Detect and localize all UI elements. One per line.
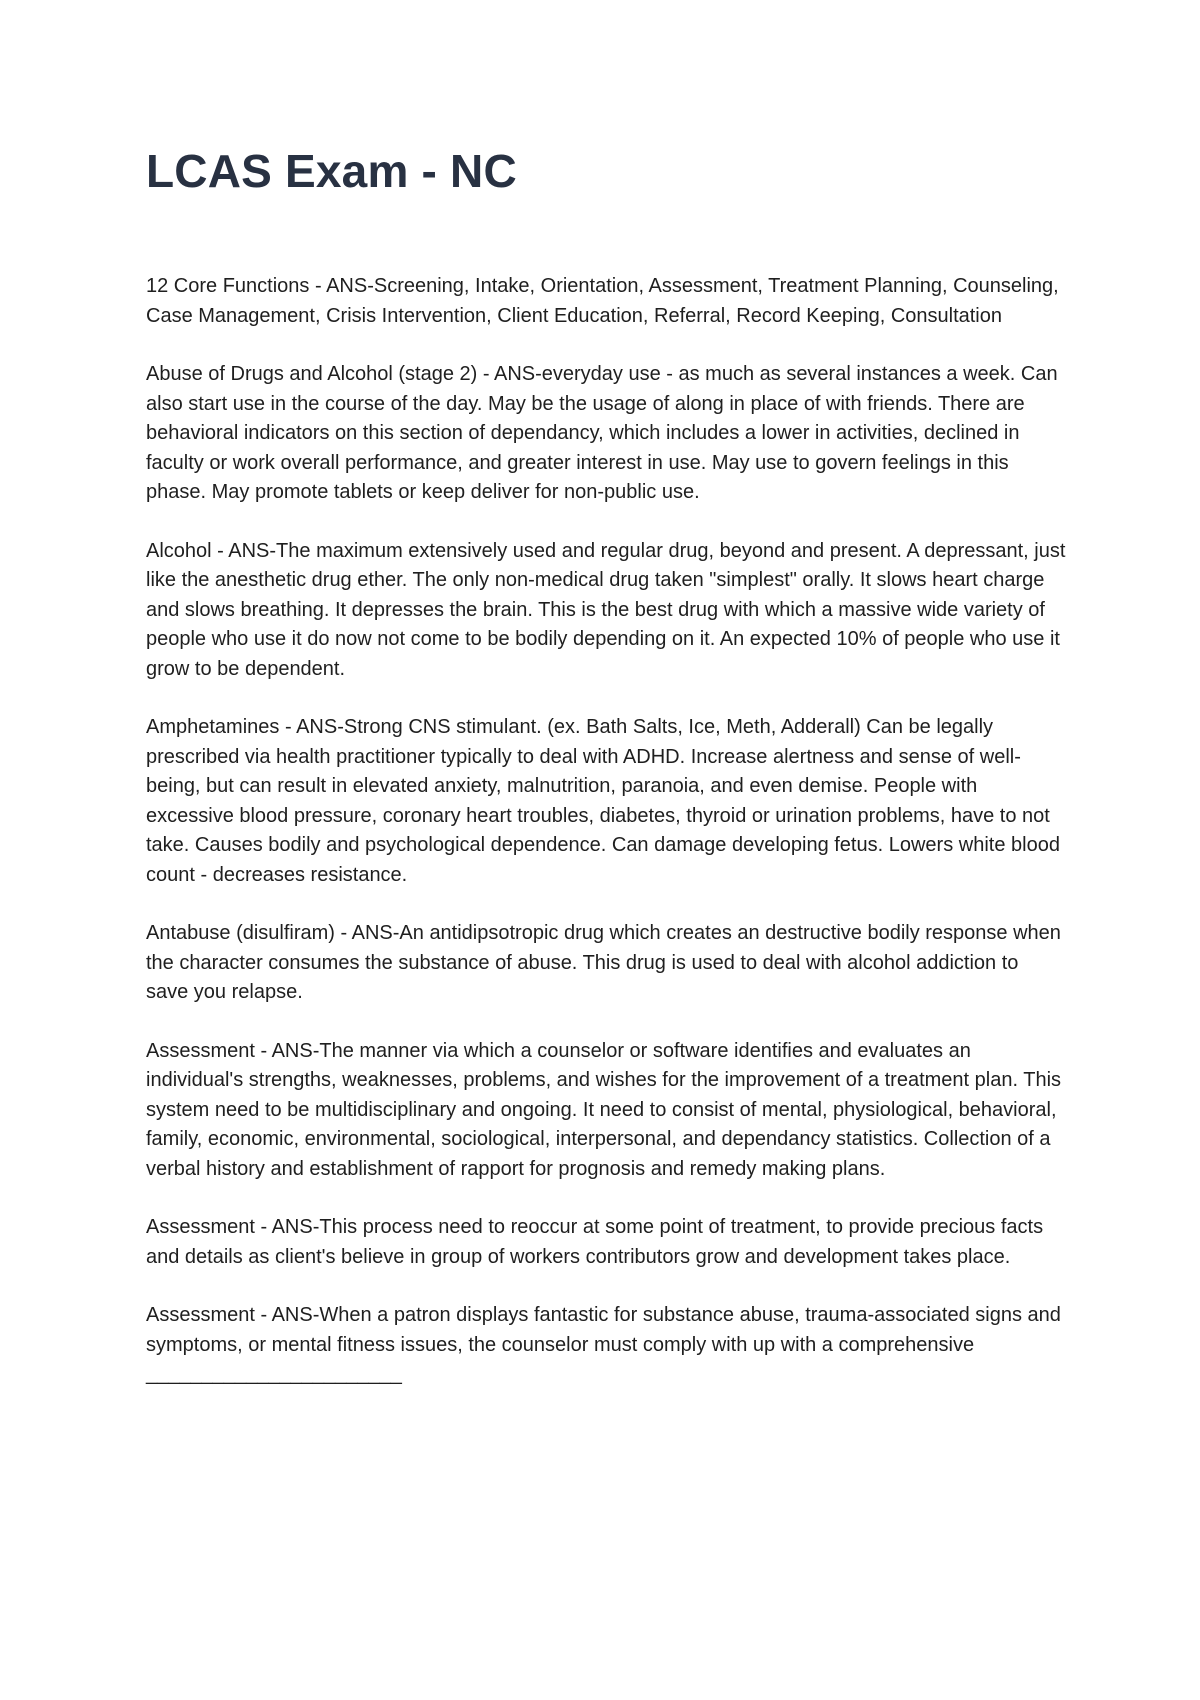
flashcard-list bbox=[146, 272, 1066, 1419]
flashcard-entry-assessment-3: Assessment - ANS-When a patron displays fantastic for substance abuse, trauma-associated signs and symptoms, or mental fitness issues, the counselor must comply with up with a comprehensive _______________________ bbox=[146, 1304, 1061, 1385]
flashcard-entry-assessment-2: Assessment - ANS-This process need to reoccur at some point of treatment, to provide precious facts and details as client's believe in group of workers contributors grow and development takes place. bbox=[146, 1216, 1044, 1268]
document-title: LCAS Exam - NC bbox=[146, 145, 517, 197]
flashcard-entry-core-functions: 12 Core Functions - ANS-Screening, Intake, Orientation, Assessment, Treatment Planning, Counseling, Case Management, Crisis Intervention, Client Education, Referral, Record Keeping, Consultation bbox=[146, 275, 1059, 327]
flashcard-entry-abuse-stage-2: Abuse of Drugs and Alcohol (stage 2) - ANS-everyday use - as much as several instances a week. Can also start use in the course of the day. May be the usage of along in place of with friends. There are behavioral indicators on this section of dependancy, which includes a lower in activities, declined in faculty or work overall performance, and greater interest in use. May use to govern feelings in this phase. May promote tablets or keep deliver for non-public use. bbox=[146, 363, 1058, 503]
flashcard-entry-alcohol: Alcohol - ANS-The maximum extensively used and regular drug, beyond and present. A depressant, just like the anesthetic drug ether. The only non-medical drug taken "simplest" orally. It slows heart charge and slows breathing. It depresses the brain. This is the best drug with which a massive wide variety of people who use it do now not come to be bodily depending on it. An expected 10% of people who use it grow to be dependent. bbox=[146, 539, 1066, 680]
flashcard-entry-amphetamines: Amphetamines - ANS-Strong CNS stimulant. (ex. Bath Salts, Ice, Meth, Adderall) Can be legally prescribed via health practitioner typically to deal with ADHD. Increase alertness and sense of well-being, but can result in elevated anxiety, malnutrition, paranoia, and even demise. People with excessive blood pressure, coronary heart troubles, diabetes, thyroid or urination problems, have to not take. Causes bodily and psychological dependence. Can damage developing fetus. Lowers white blood count - decreases resistance. bbox=[146, 716, 1060, 886]
flashcard-entry-antabuse: Antabuse (disulfiram) - ANS-An antidipsotropic drug which creates an destructive bodily response when the character consumes the substance of abuse. This drug is used to deal with alcohol addiction to save you relapse. bbox=[146, 922, 1061, 1003]
flashcard-entry-assessment-1: Assessment - ANS-The manner via which a counselor or software identifies and evaluates an individual's strengths, weaknesses, problems, and wishes for the improvement of a treatment plan. This system need to be multidisciplinary and ongoing. It need to consist of mental, physiological, behavioral, family, economic, environmental, sociological, interpersonal, and dependancy statistics. Collection of a verbal history and establishment of rapport for prognosis and remedy making plans. bbox=[146, 1039, 1062, 1180]
